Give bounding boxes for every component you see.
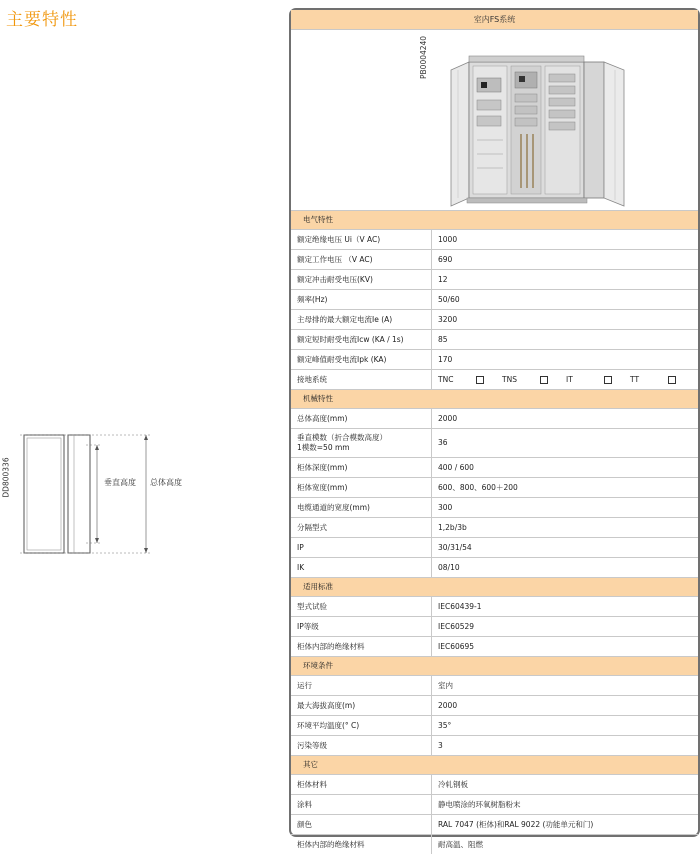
earthing-option (566, 370, 630, 389)
spec-row (291, 477, 698, 497)
spec-value: RAL 7047 (柜体)和RAL 9022 (功能单元和门) (431, 815, 698, 834)
spec-value: 3200 (431, 310, 698, 329)
spec-value: 85 (431, 330, 698, 349)
earthing-row (291, 369, 698, 389)
spec-row (291, 834, 698, 854)
switchboard-illustration (291, 30, 698, 210)
spec-row (291, 537, 698, 557)
spec-value: 170 (431, 350, 698, 369)
spec-key: 柜体内部的绝缘材料 (297, 840, 365, 849)
spec-row (291, 715, 698, 735)
spec-value: 12 (431, 270, 698, 289)
spec-row (291, 814, 698, 834)
spec-key: 分隔型式 (297, 523, 327, 532)
spec-key: 柜体材料 (297, 780, 327, 789)
spec-row (291, 794, 698, 814)
spec-value: 300 (431, 498, 698, 517)
spec-key: 接地系统 (297, 375, 327, 384)
spec-key: 柜体内部的绝缘材料 (297, 642, 365, 651)
section-heading: 适用标准 (291, 577, 698, 596)
spec-value: 冷轧钢板 (431, 775, 698, 794)
earthing-option (438, 370, 502, 389)
spec-value: 室内 (431, 676, 698, 695)
spec-value: 2000 (431, 696, 698, 715)
spec-value: 400 / 600 (431, 458, 698, 477)
checkbox-icon[interactable] (476, 376, 484, 384)
spec-row (291, 457, 698, 477)
spec-value: 690 (431, 250, 698, 269)
spec-key: 额定绝缘电压 Ui（V AC) (297, 235, 381, 244)
spec-row (291, 774, 698, 794)
section-heading: 机械特性 (291, 389, 698, 408)
spec-key: 最大海拔高度(m) (297, 701, 356, 710)
spec-value: 1,2b/3b (431, 518, 698, 537)
spec-row (291, 636, 698, 656)
spec-row (291, 735, 698, 755)
spec-value: 50/60 (431, 290, 698, 309)
checkbox-icon[interactable] (604, 376, 612, 384)
spec-row (291, 428, 698, 457)
spec-key: 柜体宽度(mm) (297, 483, 348, 492)
spec-key: 额定峰值耐受电流Ipk (KA) (297, 355, 387, 364)
spec-row (291, 289, 698, 309)
page-title: 主要特性 (6, 10, 78, 30)
spec-row (291, 616, 698, 636)
spec-sections (291, 210, 698, 854)
spec-row (291, 517, 698, 537)
spec-key-line: 垂直模数（折合模数高度） (297, 433, 387, 442)
cabinet-dimension-drawing (0, 405, 200, 575)
product-photo (291, 29, 698, 210)
spec-row (291, 497, 698, 517)
spec-key: 环境平均温度(° C) (297, 721, 360, 730)
spec-row (291, 349, 698, 369)
checkbox-icon[interactable] (540, 376, 548, 384)
spec-value: 耐高温、阻燃 (431, 835, 698, 854)
table-title: 室内FS系统 (291, 10, 698, 29)
earthing-option-label: TNS (502, 375, 517, 384)
spec-row (291, 269, 698, 289)
spec-key: 柜体深度(mm) (297, 463, 348, 472)
vertical-height-label: 垂直高度 (104, 478, 136, 487)
spec-row (291, 675, 698, 695)
spec-row (291, 249, 698, 269)
spec-value: 36 (431, 429, 698, 457)
spec-value: IEC60695 (431, 637, 698, 656)
spec-key: 额定短时耐受电流Icw (KA / 1s) (297, 335, 404, 344)
spec-value: 静电喷涂的环氧树脂粉末 (431, 795, 698, 814)
earthing-option (630, 370, 694, 389)
earthing-options (431, 370, 698, 389)
spec-key: 型式试验 (297, 602, 327, 611)
drawing-code: DD800336 (1, 457, 11, 498)
spec-key: 电缆通道的宽度(mm) (297, 503, 370, 512)
section-heading: 电气特性 (291, 210, 698, 229)
earthing-option-label: IT (566, 375, 573, 384)
total-height-label: 总体高度 (150, 478, 182, 487)
spec-value: 30/31/54 (431, 538, 698, 557)
checkbox-icon[interactable] (668, 376, 676, 384)
spec-key: 额定冲击耐受电压(KV) (297, 275, 373, 284)
spec-key: IK (297, 563, 305, 572)
spec-row (291, 229, 698, 249)
spec-value: 3 (431, 736, 698, 755)
spec-table (289, 8, 700, 849)
spec-key: 颜色 (297, 820, 312, 829)
spec-value: 1000 (431, 230, 698, 249)
spec-key: 涂料 (297, 800, 312, 809)
spec-key (291, 429, 431, 457)
spec-key: IP (297, 543, 304, 552)
photo-code: PB0004240 (419, 35, 428, 79)
spec-value: 35° (431, 716, 698, 735)
spec-value: IEC60439-1 (431, 597, 698, 616)
spec-row (291, 408, 698, 428)
spec-key: 总体高度(mm) (297, 414, 348, 423)
spec-key: 运行 (297, 681, 312, 690)
spec-value: 08/10 (431, 558, 698, 577)
spec-key: IP等级 (297, 622, 319, 631)
spec-row (291, 329, 698, 349)
cabinet-outline-drawing (0, 405, 200, 575)
spec-key: 额定工作电压 （V AC) (297, 255, 373, 264)
earthing-option (502, 370, 566, 389)
spec-row (291, 695, 698, 715)
spec-value: IEC60529 (431, 617, 698, 636)
spec-key: 污染等级 (297, 741, 327, 750)
spec-row (291, 309, 698, 329)
spec-key: 主母排的最大额定电流Ie (A) (297, 315, 393, 324)
spec-key-line: 1模数=50 mm (297, 443, 350, 452)
section-heading: 环境条件 (291, 656, 698, 675)
spec-value: 2000 (431, 409, 698, 428)
spec-key: 频率(Hz) (297, 295, 328, 304)
section-heading: 其它 (291, 755, 698, 774)
earthing-option-label: TT (630, 375, 640, 384)
spec-row (291, 557, 698, 577)
spec-row (291, 596, 698, 616)
earthing-option-label: TNC (438, 375, 454, 384)
spec-value: 600、800、600＋200 (431, 478, 698, 497)
